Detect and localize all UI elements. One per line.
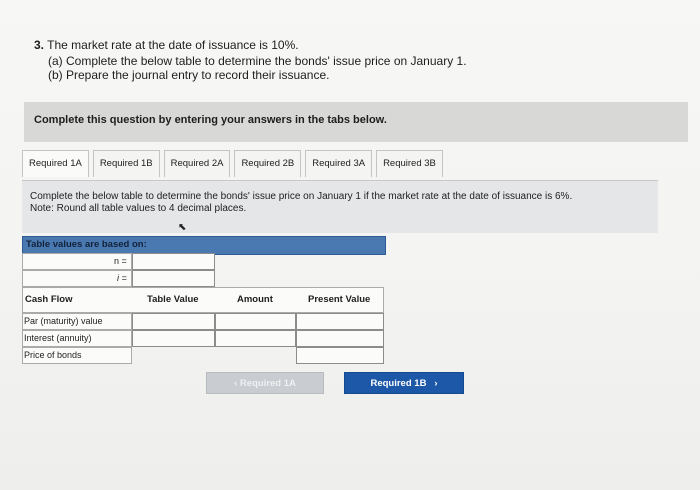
row-label-price: Price of bonds [24, 350, 82, 360]
tab-required-1b[interactable]: Required 1B [93, 150, 160, 177]
col-cash-flow: Cash Flow [25, 294, 73, 305]
question-line-2: (a) Complete the below table to determine the bonds' issue price on January 1. [48, 54, 467, 68]
col-table-value: Table Value [147, 294, 199, 305]
instructions-box [22, 180, 658, 233]
par-table-value-input[interactable] [132, 313, 215, 330]
chevron-left-icon: ‹ [234, 378, 238, 389]
i-label-cell [22, 270, 132, 287]
tab-bar [22, 150, 447, 178]
price-present-value-input[interactable] [296, 347, 384, 364]
instruction-text: Complete the below table to determine the bonds' issue price on January 1 if the market rate at the date of issuance is 6%. [30, 191, 573, 202]
par-present-value-input[interactable] [296, 313, 384, 330]
col-amount: Amount [237, 294, 273, 305]
question-line-3: (b) Prepare the journal entry to record their issuance. [48, 68, 330, 82]
question-line-1 [34, 38, 299, 52]
interest-amount-input[interactable] [215, 330, 296, 347]
question-text-1: The market rate at the date of issuance is 10%. [47, 38, 299, 52]
tab-required-2a[interactable]: Required 2A [164, 150, 231, 177]
rounding-note: Note: Round all table values to 4 decimal places. [30, 203, 247, 214]
i-input[interactable] [132, 270, 215, 287]
interest-present-value-input[interactable] [296, 330, 384, 347]
prev-button [206, 372, 324, 394]
prev-button-label: Required 1A [239, 378, 296, 389]
tab-required-2b[interactable]: Required 2B [234, 150, 301, 177]
n-label: n = [114, 256, 127, 266]
table-header-text: Table values are based on: [26, 239, 147, 250]
par-amount-input[interactable] [215, 313, 296, 330]
n-input[interactable] [132, 253, 215, 270]
next-button[interactable] [344, 372, 464, 394]
i-label: i = [117, 273, 127, 283]
tab-required-1a[interactable]: Required 1A [22, 150, 89, 177]
chevron-right-icon: › [434, 378, 438, 389]
interest-table-value-input[interactable] [132, 330, 215, 347]
row-label-interest: Interest (annuity) [24, 333, 92, 343]
question-number: 3. [34, 38, 45, 52]
tab-required-3a[interactable]: Required 3A [305, 150, 372, 177]
col-present-value: Present Value [308, 294, 371, 305]
banner-text: Complete this question by entering your answers in the tabs below. [34, 114, 387, 126]
instruction-banner [24, 102, 688, 142]
next-button-label: Required 1B [370, 378, 427, 389]
tab-required-3b[interactable]: Required 3B [376, 150, 443, 177]
row-label-par: Par (maturity) value [24, 316, 103, 326]
mouse-pointer-icon: ⬉ [178, 222, 187, 233]
present-value-table [22, 236, 384, 364]
